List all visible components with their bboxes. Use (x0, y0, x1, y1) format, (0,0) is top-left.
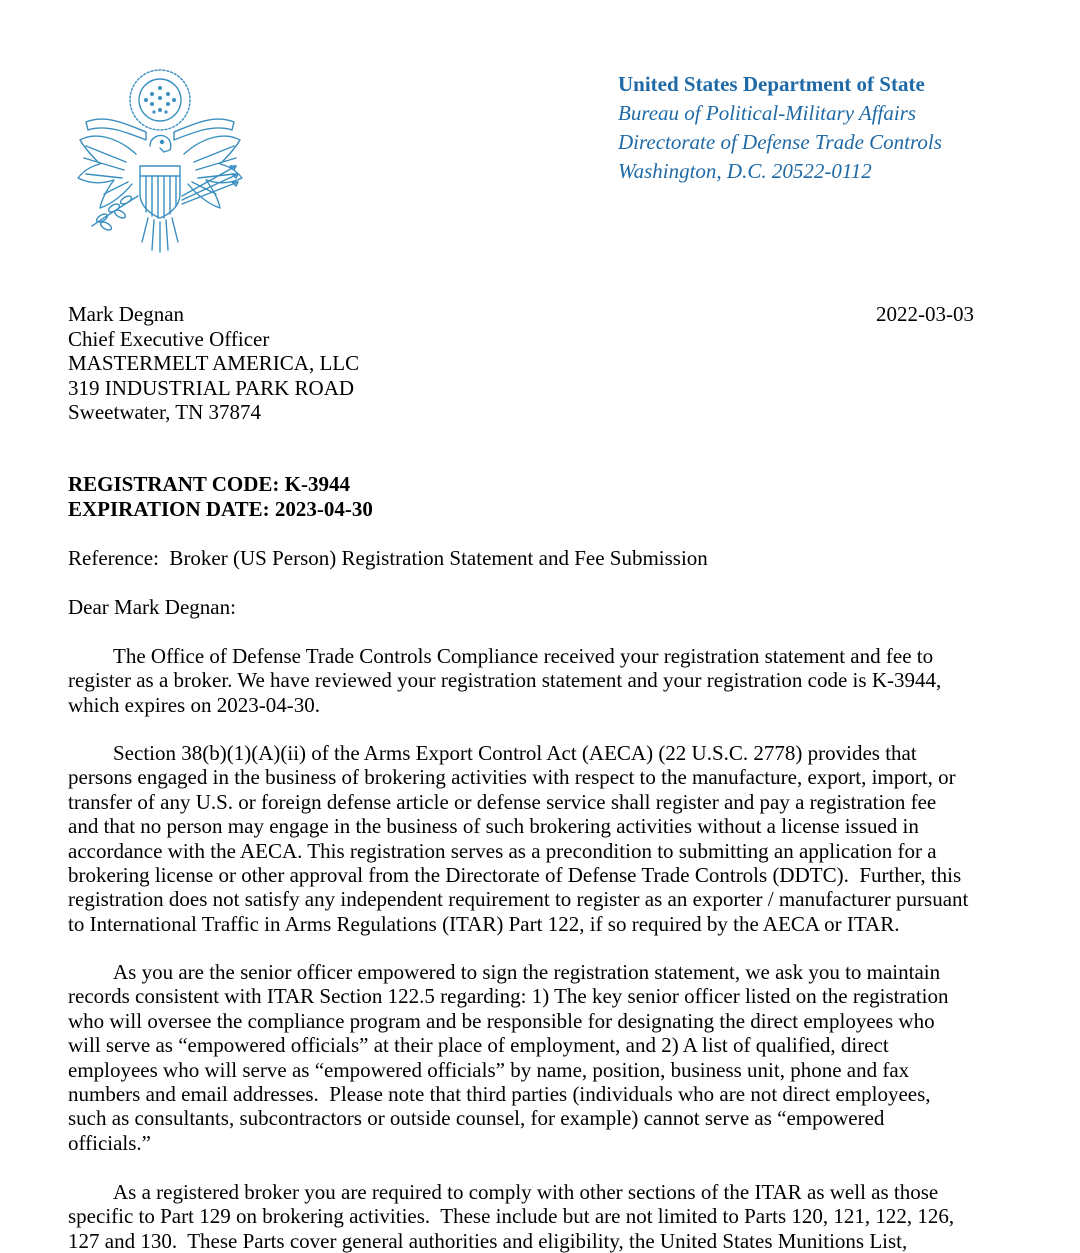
paragraph-line: Section 38(b)(1)(A)(ii) of the Arms Export Control Act (AECA) (22 U.S.C. 2778) provides that (113, 741, 917, 765)
paragraph-line: transfer of any U.S. or foreign defense article or defense service shall register and pay a registration fee (68, 789, 937, 814)
great-seal-icon (66, 66, 254, 256)
recipient-name: Mark Degnan (68, 302, 185, 326)
letterhead-directorate: Directorate of Defense Trade Controls (618, 130, 942, 154)
paragraph-line: which expires on 2023-04-30. (68, 692, 320, 717)
letter-date: 2022-03-03 (876, 302, 974, 326)
registration-codes (68, 472, 373, 521)
letterhead-department: United States Department of State (618, 72, 925, 96)
recipient-company: MASTERMELT AMERICA, LLC (68, 351, 360, 375)
letterhead-bureau: Bureau of Political-Military Affairs (618, 101, 917, 125)
paragraph-line: numbers and email addresses. Please note that third parties (individuals who are not direct employees, (68, 1082, 931, 1107)
paragraph-line: records consistent with ITAR Section 122.5 regarding: 1) The key senior officer listed on the registration (68, 984, 949, 1009)
paragraph-line: and that no person may engage in the business of such brokering activities without a license issued in (68, 814, 919, 839)
registrant-code: REGISTRANT CODE: K-3944 (68, 472, 350, 496)
paragraph-line: register as a broker. We have reviewed your registration statement and your registration code is K-3944, (68, 668, 942, 693)
paragraph-line: persons engaged in the business of brokering activities with respect to the manufacture, export, import, or (68, 765, 956, 790)
paragraph-line: registration does not satisfy any independent requirement to register as an exporter / manufacturer pursuant (68, 887, 969, 912)
expiration-date: EXPIRATION DATE: 2023-04-30 (68, 496, 373, 521)
paragraph-line: officials.” (68, 1130, 151, 1155)
paragraph-line: to International Traffic in Arms Regulations (ITAR) Part 122, if so required by the AECA or ITAR. (68, 911, 900, 936)
letterhead-location: Washington, D.C. 20522-0112 (618, 159, 872, 183)
letterhead (618, 70, 942, 186)
paragraph-line: specific to Part 129 on brokering activities. These include but are not limited to Parts 120, 121, 122, 126, (68, 1204, 955, 1229)
recipient-street: 319 INDUSTRIAL PARK ROAD (68, 375, 355, 400)
body-paragraph-4 (68, 1180, 954, 1253)
recipient-title: Chief Executive Officer (68, 326, 270, 351)
salutation: Dear Mark Degnan: (68, 595, 236, 619)
reference-line: Reference: Broker (US Person) Registration Statement and Fee Submission (68, 546, 708, 570)
paragraph-line: employees who will serve as “empowered officials” by name, position, business unit, phone and fax (68, 1057, 910, 1082)
paragraph-line: 127 and 130. These Parts cover general authorities and eligibility, the United States Munitions List, (68, 1228, 908, 1253)
paragraph-line: As a registered broker you are required to comply with other sections of the ITAR as well as those (113, 1180, 939, 1204)
paragraph-line: will serve as “empowered officials” at their place of employment, and 2) A list of qualified, direct (68, 1033, 889, 1058)
paragraph-line: such as consultants, subcontractors or outside counsel, for example) cannot serve as “empowered (68, 1106, 885, 1131)
paragraph-line: brokering license or other approval from the Directorate of Defense Trade Controls (DDTC). Further, this (68, 863, 962, 888)
recipient-address (68, 302, 359, 425)
body-paragraph-1 (68, 644, 941, 717)
recipient-city: Sweetwater, TN 37874 (68, 400, 261, 424)
body-paragraph-2 (68, 741, 968, 936)
paragraph-line: accordance with the AECA. This registration serves as a precondition to submitting an application for a (68, 838, 937, 863)
paragraph-line: As you are the senior officer empowered to sign the registration statement, we ask you to maintain (113, 960, 941, 984)
paragraph-line: who will oversee the compliance program and be responsible for designating the direct employees who (68, 1008, 935, 1033)
body-paragraph-3 (68, 960, 949, 1155)
paragraph-line: The Office of Defense Trade Controls Compliance received your registration statement and fee to (113, 644, 934, 668)
